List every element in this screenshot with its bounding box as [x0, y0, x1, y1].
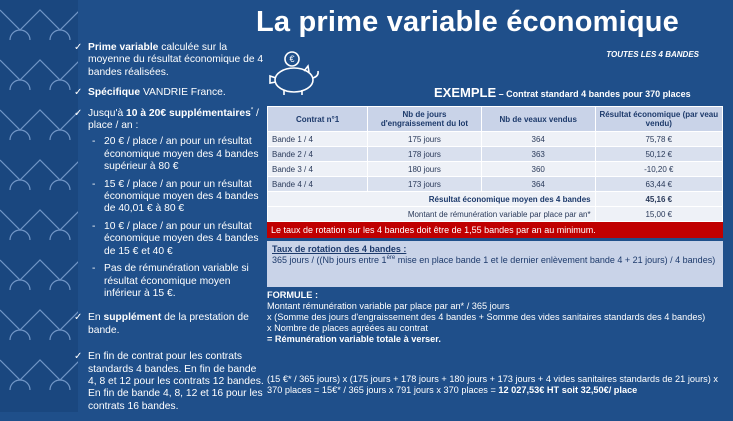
sub-item: - 20 € / place / an pour un résultat économique moyen des 4 bandes supérieur à 80 € [92, 136, 264, 173]
svg-text:€: € [289, 54, 295, 64]
table-cell: 364 [481, 177, 595, 192]
bullet-text: de la prestation de bande. [88, 312, 249, 336]
formule-line: Montant rémunération variable par place par an* / 365 jours [267, 301, 510, 311]
bullet-pre: En [88, 312, 104, 324]
taux-heading: Taux de rotation des 4 bandes : [272, 244, 407, 254]
table-summary-row [268, 192, 723, 207]
formule-line: x (Somme des jours d'engraissement des 4 bandes + Somme des vides sanitaires standards des 4 bandes) [267, 312, 706, 322]
summary-value [595, 192, 722, 207]
bullet-supplementaires [74, 108, 264, 133]
taux-text [272, 255, 718, 266]
table-header: Nb de jours d'engraissement du lot [368, 107, 482, 132]
bullet-supplement [74, 312, 264, 337]
left-panel [74, 42, 264, 421]
table-cell: 364 [481, 132, 595, 147]
calculation-text [267, 374, 725, 396]
formule-line: = Rémunération variable totale à verser. [267, 334, 441, 344]
page-subtitle: TOUTES LES 4 BANDES [606, 50, 699, 59]
bullet-pre: Jusqu'à [88, 107, 127, 119]
sub-item-text: 10 € / place / an pour un résultat économique moyen des 4 bandes de 15 € et 40 € [104, 220, 259, 257]
check-icon: ✓ [74, 42, 83, 53]
sub-item-text: 15 € / place / an pour un résultat économique moyen des 4 bandes de 40,01 € à 80 € [104, 178, 259, 215]
summary-label-text: Résultat économique moyen des 4 bandes [428, 194, 591, 204]
table-cell: Bande 2 / 4 [268, 147, 368, 162]
sub-item-text: Pas de rémunération variable si résultat économique moyen inférieur à 15 €. [104, 263, 249, 299]
bullet-bold: supplément [103, 312, 162, 324]
table-cell: 63,44 € [595, 177, 722, 192]
table-cell: 50,12 € [595, 147, 722, 162]
page-title: La prime variable économique [256, 6, 680, 38]
table-cell: 173 jours [368, 177, 482, 192]
bullet-text: / place / an : [88, 107, 259, 132]
table-header: Résultat économique (par veau vendu) [595, 107, 722, 132]
bullet-text: calculée sur la moyenne du résultat économique de 4 bandes réalisées. [88, 42, 264, 78]
example-heading [434, 84, 691, 102]
red-note: Le taux de rotation sur les 4 bandes doit être de 1,55 bandes par an au minimum. [267, 222, 723, 238]
example-table [267, 106, 723, 222]
bullet-text: En fin de contrat pour les contrats standards 4 bandes. En fin de bande 4, 8 et 12 pour les contrats 12 bandes. En fin de bande 4, 8, 12 et 16 pour les contrats 16 bandes. [88, 351, 264, 412]
table-header: Nb de veaux vendus [481, 107, 595, 132]
check-icon: ✓ [74, 107, 83, 119]
summary-label: Montant de rémunération variable par place par an* [268, 207, 596, 222]
calc-result: 12 027,53€ HT soit 32,50€/ place [498, 385, 638, 395]
piggy-bank-icon [264, 50, 324, 96]
bullet-sup: * [250, 107, 254, 114]
sub-item: - 15 € / place / an pour un résultat économique moyen des 4 bandes de 40,01 € à 80 € [92, 179, 264, 216]
table-cell: 178 jours [368, 147, 482, 162]
formule-block [267, 290, 725, 345]
table-row [268, 162, 723, 177]
summary-value-text: 45,16 € [645, 194, 673, 204]
example-detail: – Contrat standard 4 bandes pour 370 places [496, 89, 691, 99]
table-cell: -10,20 € [595, 162, 722, 177]
table-cell: 360 [481, 162, 595, 177]
bullet-fin-contrat [74, 351, 264, 413]
check-icon: ✓ [74, 87, 83, 99]
table-row [268, 147, 723, 162]
calc-text: (15 €* / 365 jours) x (175 jours + 178 jours + 180 jours + 173 jours + 4 vides sanitaires standards de 21 jours) x 370 places = 15€* / 365 jours x 791 jours x 370 places = [267, 374, 718, 395]
sub-item: - 10 € / place / an pour un résultat économique moyen des 4 bandes de 15 € et 40 € [92, 221, 264, 258]
sub-item: - Pas de rémunération variable si résultat économique moyen inférieur à 15 €. [92, 263, 264, 300]
check-icon: ✓ [74, 312, 83, 324]
bullet-bold: Prime variable [88, 42, 159, 53]
table-row [268, 177, 723, 192]
decorative-pattern [0, 0, 78, 412]
taux-box [267, 241, 723, 287]
table-header: Contrat n°1 [268, 107, 368, 132]
table-cell: Bande 1 / 4 [268, 132, 368, 147]
summary-label [268, 192, 596, 207]
taux-text-a: 365 jours / ((Nb jours entre 1 [272, 255, 387, 265]
sub-item-text: 20 € / place / an pour un résultat économique moyen des 4 bandes supérieur à 80 € [104, 136, 259, 173]
bullet-bold: Spécifique [88, 87, 141, 99]
bullet-text: VANDRIE France. [140, 87, 226, 99]
formule-line: x Nombre de places agréées au contrat [267, 323, 428, 333]
table-cell: 363 [481, 147, 595, 162]
table-row [268, 132, 723, 147]
bullet-prime-variable [74, 42, 264, 79]
taux-sup: ère [386, 255, 396, 261]
check-icon: ✓ [74, 351, 83, 363]
table-header-row [268, 107, 723, 132]
taux-text-b: mise en place bande 1 et le dernier enlèvement bande 4 + 21 jours) / 4 bandes) [395, 255, 716, 265]
bullet-specifique [74, 87, 264, 99]
summary-value: 15,00 € [595, 207, 722, 222]
bullet-bold: 10 à 20€ supplémentaires [126, 107, 251, 119]
table-cell: 75,78 € [595, 132, 722, 147]
formule-heading: FORMULE : [267, 290, 319, 300]
table-cell: 180 jours [368, 162, 482, 177]
table-cell: Bande 4 / 4 [268, 177, 368, 192]
example-label: EXEMPLE [434, 85, 497, 100]
table-cell: Bande 3 / 4 [268, 162, 368, 177]
table-cell: 175 jours [368, 132, 482, 147]
table-summary-row [268, 207, 723, 222]
